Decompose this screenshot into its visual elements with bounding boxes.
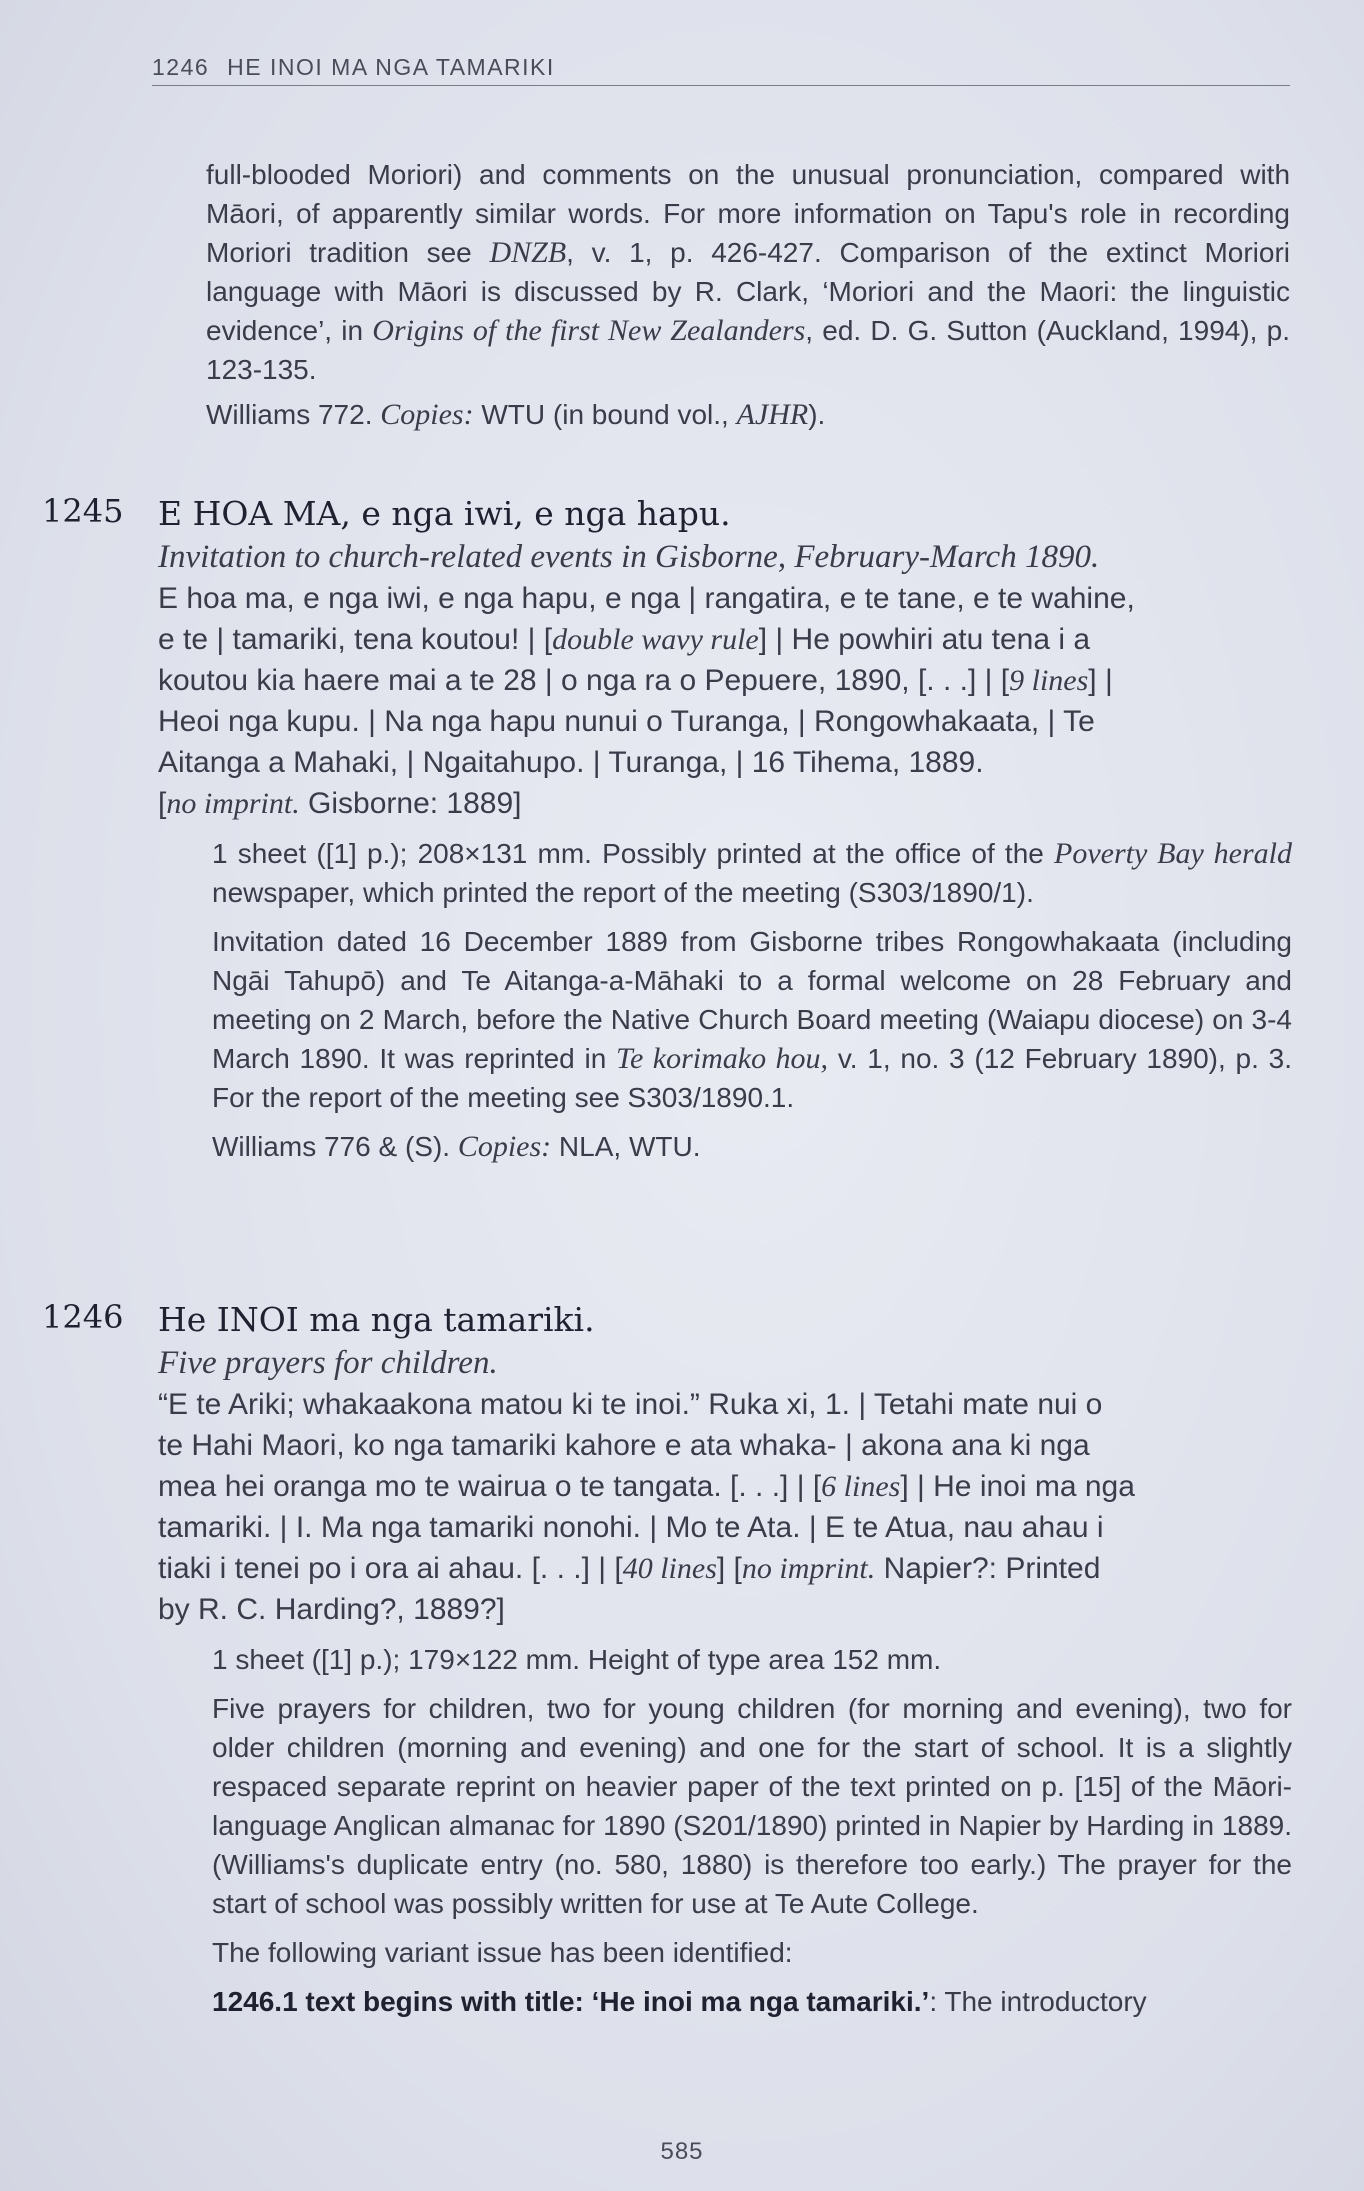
cont-ital: Origins of the first New Zealanders (372, 314, 806, 347)
trans-ital: 9 lines (1009, 664, 1089, 697)
entry-body (158, 492, 1292, 1176)
running-header (152, 54, 1290, 86)
trans-ital: no imprint. (741, 1552, 876, 1585)
trans-text: Gisborne: 1889] (299, 787, 522, 820)
trans-text: e te | tamariki, tena koutou! | [ (158, 623, 553, 656)
trans-ital: 40 lines (622, 1552, 717, 1585)
entry-transcription (158, 1384, 1292, 1630)
entry-body (158, 1298, 1292, 2031)
trans-text: ] | He inoi ma nga (900, 1470, 1135, 1503)
trans-text: [ (158, 787, 167, 820)
trans-ital: 6 lines (821, 1470, 901, 1503)
note-paragraph (212, 1127, 1292, 1166)
trans-line: tamariki. | I. Ma nga tamariki nonohi. | Mo te Ata. | E te Atua, nau ahau i (158, 1511, 1104, 1544)
cont-paragraph (206, 155, 1290, 389)
note-text: v. 1, no. 3 (12 February 1890), p. 3. For the report of the meeting see S303/1890.1. (212, 1043, 1292, 1113)
trans-line: “E te Ariki; whakaakona matou ki te inoi.” Ruka xi, 1. | Tetahi mate nui o (158, 1388, 1103, 1421)
trans-line (158, 783, 1292, 824)
note-ital: Poverty Bay herald (1054, 837, 1293, 870)
cont-ital: DNZB (489, 236, 567, 269)
entry-notes (212, 1640, 1292, 2021)
entry-subtitle: Invitation to church-related events in Gisborne, February-March 1890. (158, 539, 1100, 575)
cont-copies-label: Copies: (380, 398, 474, 431)
note-text: NLA, WTU. (551, 1131, 701, 1162)
note-text: : The introductory (929, 1986, 1147, 2017)
entry-number: 1245 (42, 492, 124, 530)
note-text: newspaper, which printed the report of the meeting (S303/1890/1). (212, 877, 1034, 908)
trans-line (158, 1548, 1292, 1589)
trans-ital: double wavy rule (552, 623, 759, 656)
note-paragraph: Five prayers for children, two for young children (for morning and evening), two for older children (morning and evening) and one for the start of school. It is a slightly respaced separate reprint on heavier paper of the text printed on p. [15] of the Māori-language Anglican almanac for 1890 (S201/1890) printed in Napier by Harding in 1889. (Williams's duplicate entry (no. 580, 1880) is therefore too early.) The prayer for the start of school was possibly written for use at Te Aute College. (212, 1693, 1292, 1919)
trans-line: by R. C. Harding?, 1889?] (158, 1593, 505, 1626)
note-ital: Copies: (457, 1130, 552, 1163)
entry-title: He INOI ma nga tamariki. (158, 1300, 595, 1339)
entry-transcription (158, 578, 1292, 824)
trans-line: E hoa ma, e nga iwi, e nga hapu, e nga | rangatira, e te tane, e te wahine, (158, 582, 1135, 615)
note-text: Invitation dated 16 December 1889 from Gisborne tribes Rongowhakaata (including Ngāi Tahupō) and Te Aitanga-a-Māhaki to a formal welcome on 28 February and meeting on 2 March, before the Native Church Board meeting (Waiapu diocese) on 3-4 March 1890. It was reprinted in (212, 926, 1292, 1074)
note-paragraph (212, 834, 1292, 912)
trans-text: tiaki i tenei po i ora ai ahau. [. . .] | [ (158, 1552, 623, 1585)
trans-line: Aitanga a Mahaki, | Ngaitahupo. | Turanga, | 16 Tihema, 1889. (158, 746, 984, 779)
entry-subtitle: Five prayers for children. (158, 1345, 498, 1381)
trans-line (158, 660, 1292, 701)
header-title: HE INOI MA NGA TAMARIKI (227, 54, 555, 80)
note-paragraph (212, 1982, 1292, 2021)
trans-text: Napier?: Printed (875, 1552, 1101, 1585)
cont-line: Sutton (Auckland, 1994), p. 123-135. (206, 315, 1291, 385)
entry-notes (212, 834, 1292, 1166)
note-text: Williams 776 & (S). (212, 1131, 458, 1162)
trans-text: ] [ (716, 1552, 742, 1585)
note-paragraph: The following variant issue has been identified: (212, 1937, 793, 1968)
trans-text: mea hei oranga mo te wairua o te tangata. [. . .] | [ (158, 1470, 822, 1503)
note-paragraph: 1 sheet ([1] p.); 179×122 mm. Height of type area 152 mm. (212, 1644, 942, 1675)
cont-copies-ital: AJHR (736, 398, 809, 431)
trans-ital: no imprint. (166, 787, 300, 820)
trans-text: koutou kia haere mai a te 28 | o nga ra o Pepuere, 1890, [. . .] | [ (158, 664, 1010, 697)
trans-line: Heoi nga kupu. | Na nga hapu nunui o Turanga, | Rongowhakaata, | Te (158, 705, 1095, 738)
entry-title: E HOA MA, e nga iwi, e nga hapu. (158, 494, 731, 533)
cont-copies-text: WTU (in bound vol., (473, 399, 737, 430)
continued-entry-notes (206, 155, 1290, 444)
trans-text: ] | (1088, 664, 1113, 697)
cont-copies-end: ). (808, 399, 826, 430)
trans-text: ] | He powhiri atu tena i a (758, 623, 1091, 656)
trans-line (158, 1466, 1292, 1507)
trans-line: te Hahi Maori, ko nga tamariki kahore e ata whaka- | akona ana ki nga (158, 1429, 1090, 1462)
footer-page-number: 585 (660, 2138, 704, 2165)
cont-copies (206, 395, 1290, 434)
note-paragraph (212, 922, 1292, 1117)
cont-line: , v. 1, p. 426-427. Comparison of the (566, 237, 1089, 268)
entry-number: 1246 (42, 1298, 124, 1336)
cont-line: with Māori, of apparently similar words. For more information on Tapu's role (206, 159, 1291, 229)
cont-line: in recording Moriori tradition see (206, 198, 1291, 268)
cont-line: , ed. D. G. (805, 315, 938, 346)
variant-heading: 1246.1 text begins with title: ‘He inoi ma nga tamariki.’ (212, 1986, 930, 2017)
trans-line (158, 619, 1292, 660)
note-text: 1 sheet ([1] p.); 208×131 mm. Possibly printed at the office of the (212, 838, 1055, 869)
cont-line: Maori: the linguistic evidence’, in (206, 276, 1290, 346)
cont-line: extinct Moriori language with Māori is discussed by R. Clark, ‘Moriori and the (206, 237, 1291, 307)
header-page-number: 1246 (152, 54, 210, 80)
cont-line: full-blooded Moriori) and comments on the unusual pronunciation, compared (206, 159, 1224, 190)
note-ital: Te korimako hou, (616, 1042, 829, 1075)
cont-williams: Williams 772. (206, 399, 381, 430)
